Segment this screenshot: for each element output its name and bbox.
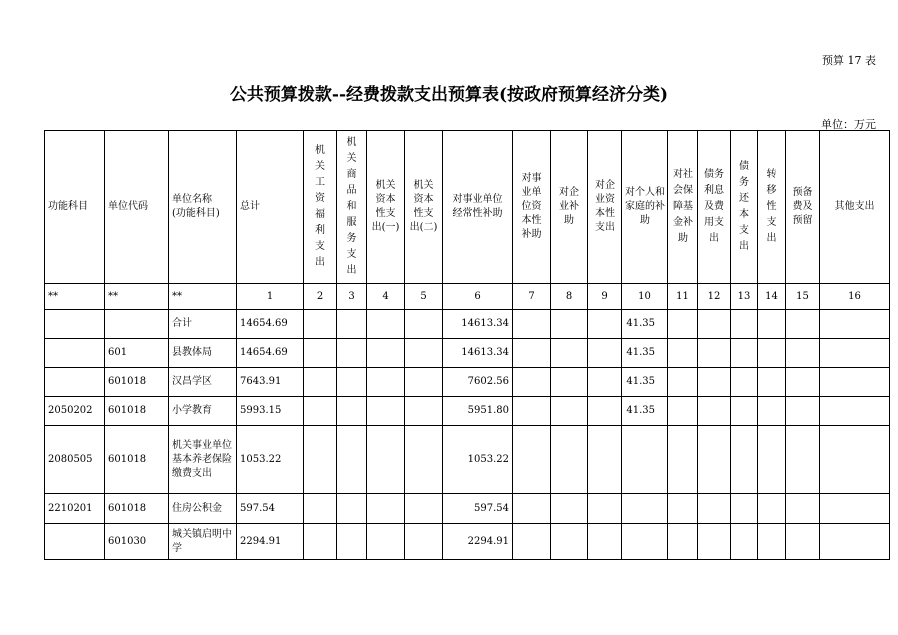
empty-cell: [820, 397, 890, 426]
biz-subsidy-cell: 14613.34: [443, 310, 513, 339]
index-cell: 9: [588, 284, 622, 310]
empty-cell: [304, 310, 337, 339]
empty-cell: [731, 310, 758, 339]
personal-subsidy-cell: 41.35: [622, 368, 668, 397]
unit-label: 单位：万元: [821, 118, 876, 131]
total-cell: 5993.15: [237, 397, 304, 426]
empty-cell: [405, 339, 443, 368]
empty-cell: [405, 524, 443, 560]
empty-cell: [786, 426, 820, 494]
empty-cell: [668, 310, 698, 339]
header-c7-label: 对企业补助: [559, 187, 579, 226]
biz-subsidy-cell: 597.54: [443, 494, 513, 524]
index-cell: 1: [237, 284, 304, 310]
empty-cell: [820, 310, 890, 339]
empty-cell: [367, 310, 405, 339]
index-cell: 8: [551, 284, 588, 310]
empty-cell: [758, 368, 786, 397]
unit-code-cell: 601018: [105, 426, 169, 494]
unit-code-cell: 601018: [105, 494, 169, 524]
func-code-cell: 2210201: [45, 494, 105, 524]
empty-cell: [588, 310, 622, 339]
personal-subsidy-cell: [622, 426, 668, 494]
empty-cell: [668, 524, 698, 560]
index-cell: 13: [731, 284, 758, 310]
index-cell: 10: [622, 284, 668, 310]
empty-cell: [513, 397, 551, 426]
total-cell: 1053.22: [237, 426, 304, 494]
empty-cell: [551, 310, 588, 339]
empty-cell: [405, 426, 443, 494]
index-cell: 14: [758, 284, 786, 310]
unit-name-cell: 机关事业单位基本养老保险缴费支出: [169, 426, 237, 494]
header-c9: [622, 131, 668, 284]
empty-cell: [820, 494, 890, 524]
empty-cell: [513, 494, 551, 524]
empty-cell: [405, 397, 443, 426]
empty-cell: [304, 426, 337, 494]
header-c1-label: 机关工资福利支出: [315, 145, 325, 268]
empty-cell: [367, 426, 405, 494]
header-c4-label: 机关资本性支出(二): [409, 180, 438, 233]
header-total: 总计: [237, 131, 304, 284]
header-c13: [758, 131, 786, 284]
header-c13-label: 转移性支出: [766, 169, 777, 244]
empty-cell: [786, 368, 820, 397]
empty-cell: [304, 368, 337, 397]
empty-cell: [551, 494, 588, 524]
empty-cell: [588, 426, 622, 494]
total-cell: 597.54: [237, 494, 304, 524]
empty-cell: [337, 397, 367, 426]
header-c2-label: 机关商品和服务支出: [346, 137, 357, 276]
empty-cell: [668, 426, 698, 494]
header-func-code: 功能科目: [45, 131, 105, 284]
empty-cell: [588, 524, 622, 560]
empty-cell: [337, 524, 367, 560]
header-c5: [443, 131, 513, 284]
index-cell: 2: [304, 284, 337, 310]
total-cell: 2294.91: [237, 524, 304, 560]
empty-cell: [698, 368, 731, 397]
index-cell: 12: [698, 284, 731, 310]
empty-cell: [337, 339, 367, 368]
empty-cell: [758, 339, 786, 368]
empty-cell: [513, 368, 551, 397]
header-c11-label: 债务利息及费用支出: [704, 169, 724, 244]
empty-cell: [367, 339, 405, 368]
header-c1: [304, 131, 337, 284]
biz-subsidy-cell: 2294.91: [443, 524, 513, 560]
header-c5-label: 对事业单位经常性补助: [452, 194, 503, 219]
unit-name-cell: 小学教育: [169, 397, 237, 426]
personal-subsidy-cell: [622, 524, 668, 560]
header-c7: [551, 131, 588, 284]
empty-cell: [367, 524, 405, 560]
empty-cell: [551, 426, 588, 494]
table-row: [45, 426, 890, 494]
table-row: [45, 494, 890, 524]
empty-cell: [820, 339, 890, 368]
empty-cell: [820, 426, 890, 494]
index-cell: 11: [668, 284, 698, 310]
empty-cell: [367, 494, 405, 524]
table-row: [45, 310, 890, 339]
empty-cell: [668, 368, 698, 397]
header-c15: 其他支出: [820, 131, 890, 284]
func-code-cell: 2080505: [45, 426, 105, 494]
empty-cell: [513, 524, 551, 560]
index-cell: **: [169, 284, 237, 310]
func-code-cell: 2050202: [45, 397, 105, 426]
total-cell: 14654.69: [237, 310, 304, 339]
empty-cell: [786, 494, 820, 524]
empty-cell: [367, 368, 405, 397]
header-row: [45, 131, 890, 284]
index-cell: 4: [367, 284, 405, 310]
personal-subsidy-cell: 41.35: [622, 339, 668, 368]
biz-subsidy-cell: 14613.34: [443, 339, 513, 368]
empty-cell: [698, 524, 731, 560]
empty-cell: [588, 368, 622, 397]
empty-cell: [698, 310, 731, 339]
empty-cell: [588, 494, 622, 524]
index-cell: 5: [405, 284, 443, 310]
header-c8: [588, 131, 622, 284]
empty-cell: [668, 339, 698, 368]
header-c4: [405, 131, 443, 284]
empty-cell: [731, 368, 758, 397]
empty-cell: [513, 339, 551, 368]
empty-cell: [758, 494, 786, 524]
empty-cell: [820, 524, 890, 560]
func-code-cell: [45, 524, 105, 560]
personal-subsidy-cell: [622, 494, 668, 524]
header-c11: [698, 131, 731, 284]
total-cell: 14654.69: [237, 339, 304, 368]
total-cell: 7643.91: [237, 368, 304, 397]
empty-cell: [698, 494, 731, 524]
index-cell: 6: [443, 284, 513, 310]
header-c10: [668, 131, 698, 284]
empty-cell: [698, 397, 731, 426]
table-row: [45, 524, 890, 560]
unit-name-cell: 县教体局: [169, 339, 237, 368]
index-row: [45, 284, 890, 310]
empty-cell: [758, 397, 786, 426]
empty-cell: [513, 310, 551, 339]
personal-subsidy-cell: 41.35: [622, 310, 668, 339]
empty-cell: [731, 494, 758, 524]
header-c14: [786, 131, 820, 284]
index-cell: 16: [820, 284, 890, 310]
empty-cell: [786, 339, 820, 368]
empty-cell: [698, 426, 731, 494]
index-cell: **: [45, 284, 105, 310]
header-c8-label: 对企业资本性支出: [595, 180, 615, 233]
empty-cell: [337, 426, 367, 494]
unit-code-cell: 601: [105, 339, 169, 368]
header-c14-label: 预备费及预留: [792, 187, 813, 226]
index-cell: 3: [337, 284, 367, 310]
empty-cell: [367, 397, 405, 426]
empty-cell: [405, 494, 443, 524]
unit-code-cell: 601030: [105, 524, 169, 560]
index-cell: 15: [786, 284, 820, 310]
header-c6-label: 对事业单位资本性补助: [521, 173, 542, 240]
index-cell: 7: [513, 284, 551, 310]
unit-code-cell: 601018: [105, 397, 169, 426]
empty-cell: [758, 426, 786, 494]
empty-cell: [698, 339, 731, 368]
empty-cell: [337, 310, 367, 339]
empty-cell: [668, 494, 698, 524]
empty-cell: [588, 397, 622, 426]
header-c3: [367, 131, 405, 284]
biz-subsidy-cell: 7602.56: [443, 368, 513, 397]
empty-cell: [668, 397, 698, 426]
empty-cell: [304, 494, 337, 524]
header-c12: [731, 131, 758, 284]
unit-code-cell: [105, 310, 169, 339]
func-code-cell: [45, 368, 105, 397]
empty-cell: [731, 339, 758, 368]
empty-cell: [304, 397, 337, 426]
table-row: [45, 339, 890, 368]
biz-subsidy-cell: 1053.22: [443, 426, 513, 494]
unit-name-cell: 汉昌学区: [169, 368, 237, 397]
unit-name-cell: 合计: [169, 310, 237, 339]
empty-cell: [304, 524, 337, 560]
empty-cell: [551, 339, 588, 368]
header-c9-label: 对个人和家庭的补助: [625, 187, 665, 226]
empty-cell: [731, 397, 758, 426]
unit-name-cell: 城关镇启明中学: [169, 524, 237, 560]
header-c6: [513, 131, 551, 284]
empty-cell: [731, 426, 758, 494]
empty-cell: [551, 397, 588, 426]
page-title: 公共预算拨款--经费拨款支出预算表(按政府预算经济分类): [229, 85, 669, 105]
empty-cell: [786, 397, 820, 426]
empty-cell: [786, 310, 820, 339]
header-c3-label: 机关资本性支出(一): [371, 180, 400, 233]
empty-cell: [551, 368, 588, 397]
table-row: [45, 397, 890, 426]
index-cell: **: [105, 284, 169, 310]
unit-code-cell: 601018: [105, 368, 169, 397]
empty-cell: [405, 368, 443, 397]
empty-cell: [405, 310, 443, 339]
unit-name-cell: 住房公积金: [169, 494, 237, 524]
func-code-cell: [45, 310, 105, 339]
empty-cell: [337, 368, 367, 397]
header-c10-label: 对社会保障基金补助: [673, 169, 693, 244]
empty-cell: [513, 426, 551, 494]
func-code-cell: [45, 339, 105, 368]
budget-table: [44, 130, 890, 560]
empty-cell: [758, 310, 786, 339]
empty-cell: [304, 339, 337, 368]
empty-cell: [588, 339, 622, 368]
biz-subsidy-cell: 5951.80: [443, 397, 513, 426]
table-row: [45, 368, 890, 397]
table-number: 预算 17 表: [822, 54, 876, 67]
header-c12-label: 债务还本支出: [739, 161, 749, 252]
empty-cell: [820, 368, 890, 397]
empty-cell: [786, 524, 820, 560]
personal-subsidy-cell: 41.35: [622, 397, 668, 426]
header-unit-code: 单位代码: [105, 131, 169, 284]
header-unit-name: 单位名称 (功能科目): [169, 131, 237, 284]
empty-cell: [758, 524, 786, 560]
header-c2: [337, 131, 367, 284]
empty-cell: [551, 524, 588, 560]
empty-cell: [337, 494, 367, 524]
empty-cell: [731, 524, 758, 560]
